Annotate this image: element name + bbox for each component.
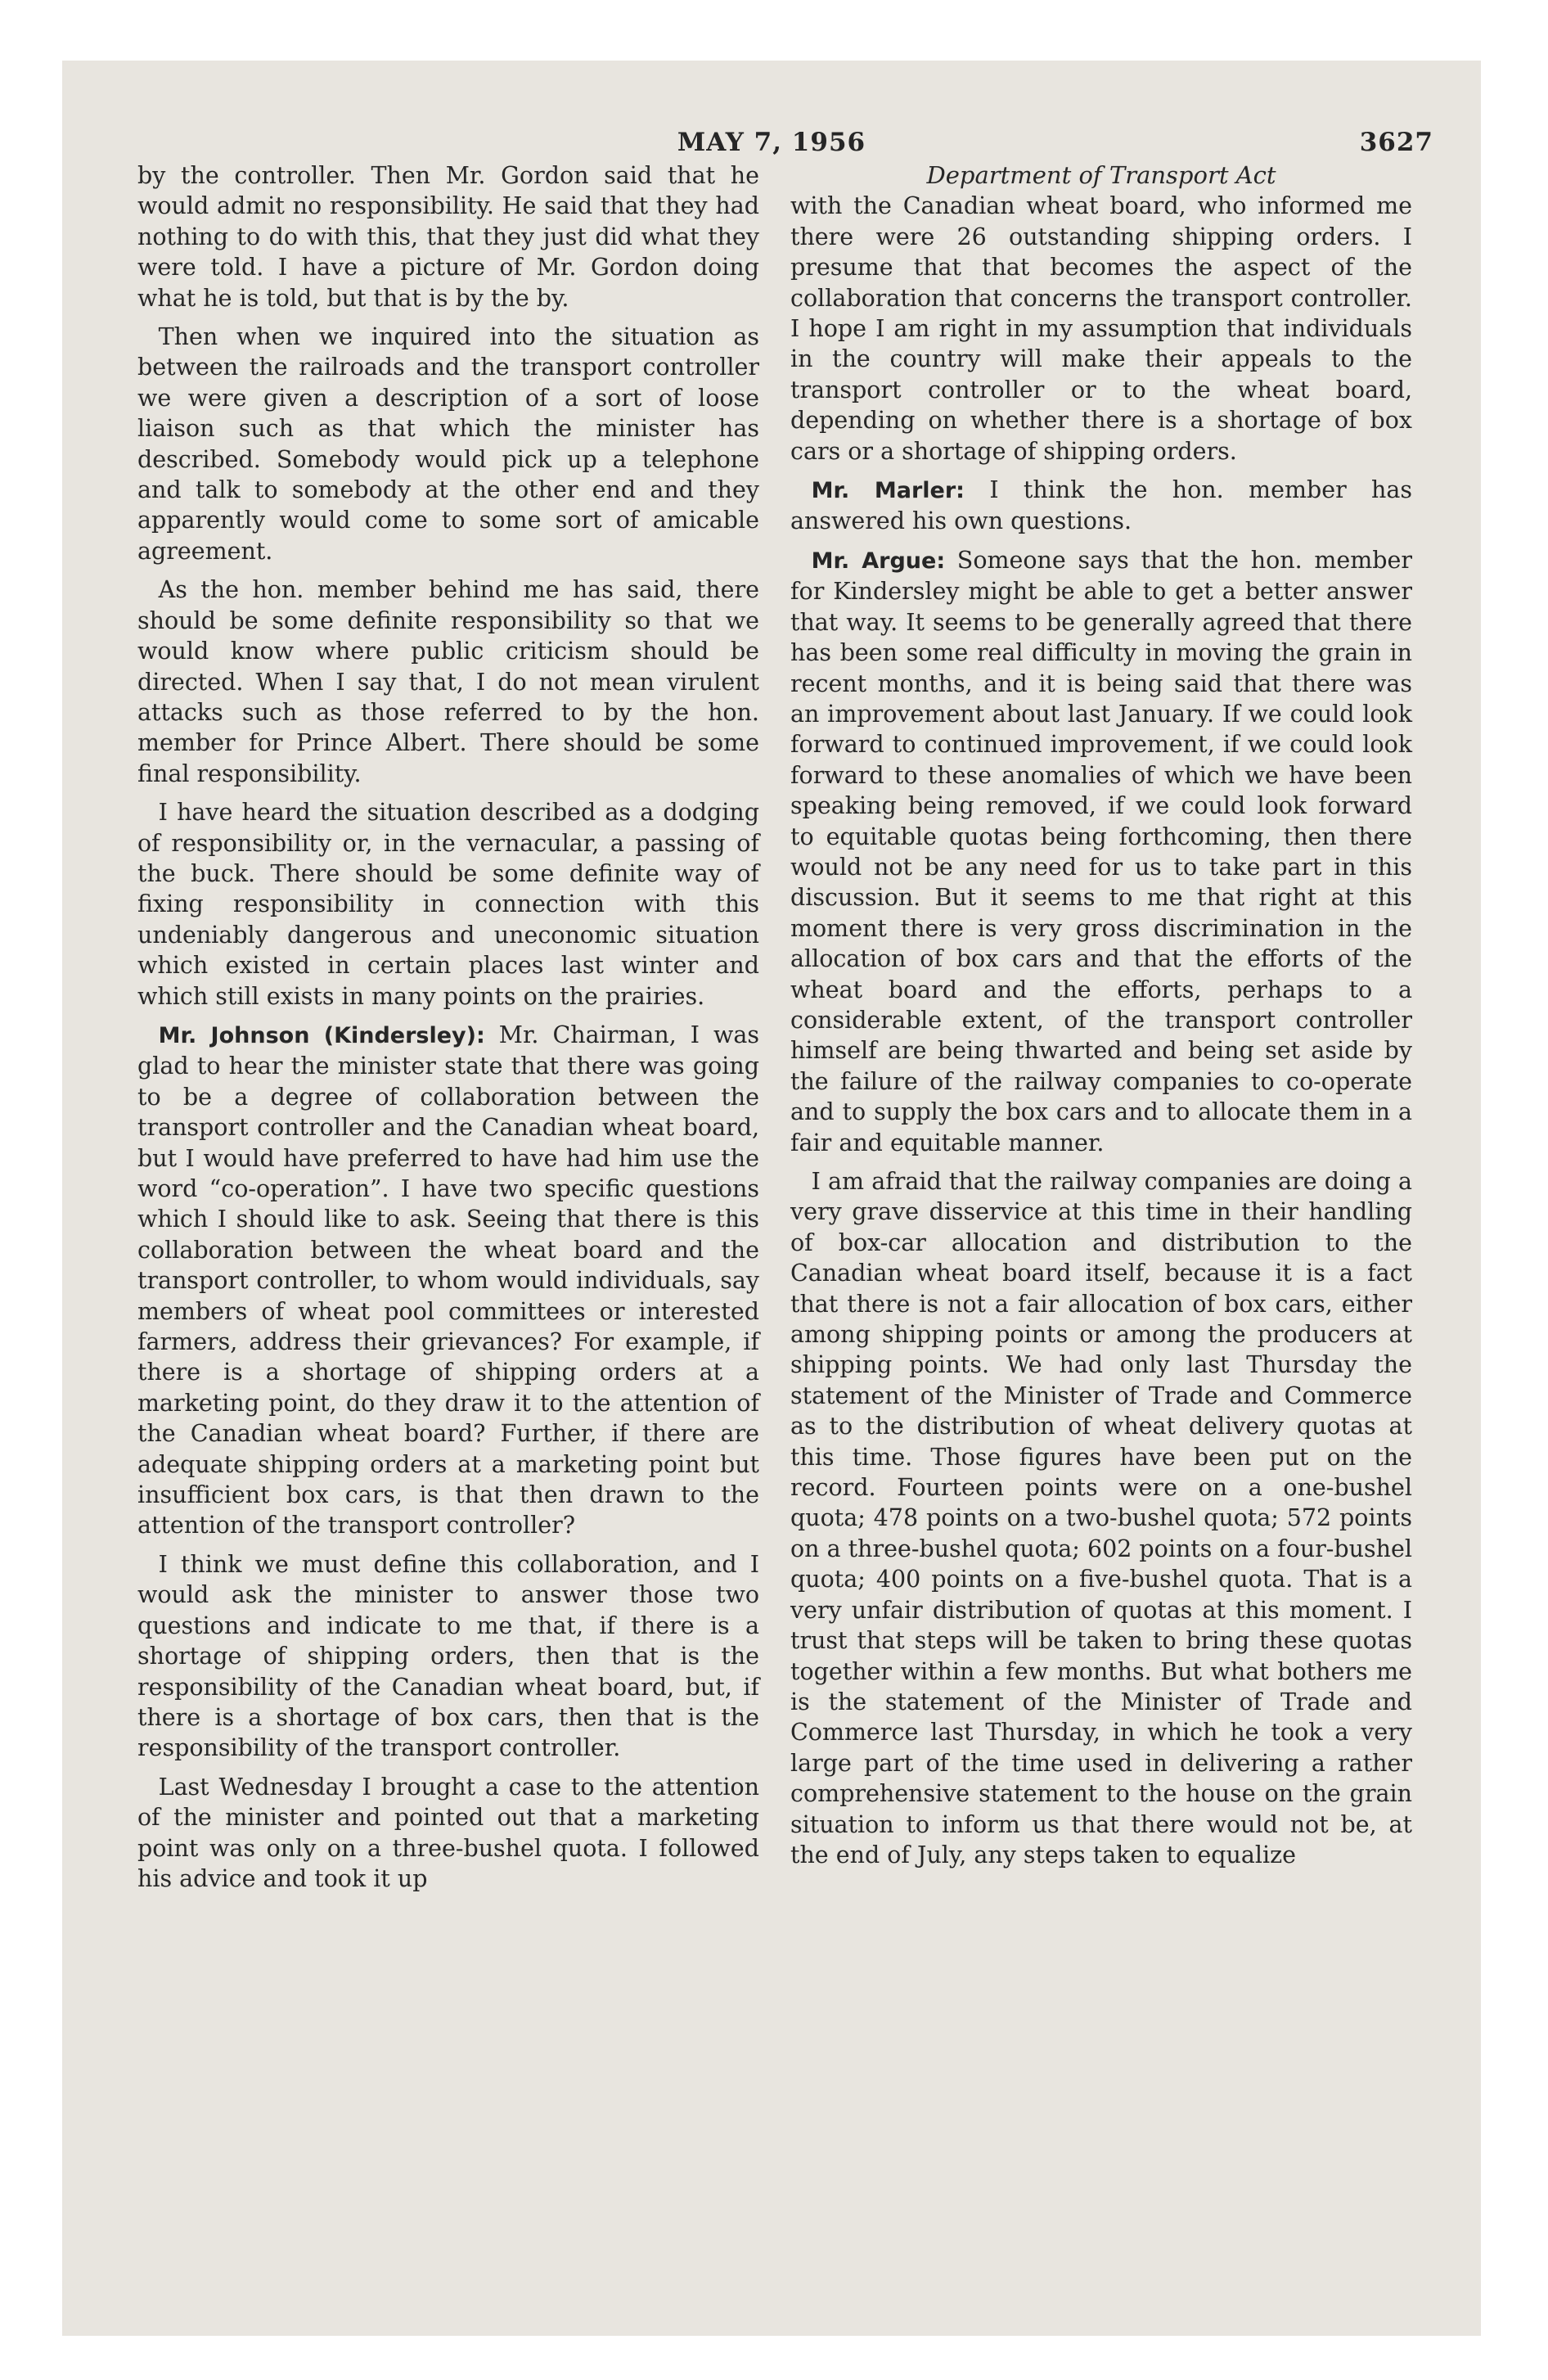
paragraph: with the Canadian wheat board, who informed me there were 26 outstanding shipping orders. I presume that that becomes the aspect of the collaboration that concerns the transport controller. I hope I am right in my assumption that individuals in the country will make their appeals to the transport controller or to the wheat board, depending on whether there is a shortage of box cars or a shortage of shipping orders. (790, 192, 1412, 465)
speaker-name: Mr. Johnson (Kindersley): (158, 1022, 485, 1048)
speech-text: I think the hon. member has answered his own questions. (790, 476, 1413, 535)
paragraph: I think we must define this collaboration, and I would ask the minister to answer those two questions and indicate to me that, if there is a shortage of shipping orders, then that is the responsibility of the Canadian wheat board, but, if there is a shortage of box cars, then that is the responsibility of the transport controller. (137, 1550, 759, 1762)
page-date: MAY 7, 1956 (677, 128, 866, 157)
speech-text: Someone says that the hon. member for Kindersley might be able to get a better answer that way. It seems to be generally agreed that there has been some real difficulty in moving the grain in recent months, and it is being said that there was an improvement about last January. If we could look forward to continued improvement, if we could look forward to these anomalies of which we have been speaking being removed, if we could look forward to equitable quotas being forthcoming, then there would not be any need for us to take part in this discussion. But it seems to me that right at this moment there is very gross discrimination in the allocation of box cars and that the efforts of the wheat board and the efforts, perhaps to a considerable extent, of the transport controller himself are being thwarted and being set aside by the failure of the railway companies to co-operate and to supply the box cars and to allocate them in a fair and equitable manner. (790, 546, 1412, 1156)
speech-text: Mr. Chairman, I was glad to hear the minister state that there was going to be a degree of collaboration between the transport controller and the Canadian wheat board, but I would have preferred to have had him use the word “co-operation”. I have two specific questions which I should like to ask. Seeing that there is this collaboration between the wheat board and the transport controller, to whom would individuals, say members of wheat pool committees or interested farmers, address their grievances? For example, if there is a shortage of shipping orders at a marketing point, do they draw it to the attention of the Canadian wheat board? Further, if there are adequate shipping orders at a marketing point but insufficient box cars, is that then drawn to the attention of the transport controller? (137, 1021, 759, 1539)
speech-paragraph (790, 545, 1412, 1158)
paragraph: Then when we inquired into the situation as between the railroads and the transport controller we were given a description of a sort of loose liaison such as that which the minister has described. Somebody would pick up a telephone and talk to somebody at the other end and they apparently would come to some sort of amicable agreement. (137, 323, 759, 565)
right-column (790, 160, 1412, 1878)
paragraph: Last Wednesday I brought a case to the attention of the minister and pointed out that a marketing point was only on a three-bushel quota. I followed his advice and took it up (137, 1773, 759, 1892)
running-head: Department of Transport Act (926, 161, 1276, 189)
speaker-name: Mr. Marler: (811, 478, 965, 504)
speech-paragraph (790, 475, 1412, 537)
page (62, 61, 1481, 2336)
page-number: 3627 (1359, 128, 1433, 157)
paragraph: I have heard the situation described as a dodging of responsibility or, in the vernacular, a passing of the buck. There should be some definite way of fixing responsibility in connection with this undeniably dangerous and uneconomic situation which existed in certain places last winter and which still exists in many points on the prairies. (137, 799, 759, 1010)
speech-paragraph (137, 1020, 759, 1541)
paragraph: As the hon. member behind me has said, there should be some definite responsibility so that we would know where public criticism should be directed. When I say that, I do not mean virulent attacks such as those referred to by the hon. member for Prince Albert. There should be some final responsibility. (137, 576, 759, 787)
speaker-name: Mr. Argue: (811, 548, 946, 574)
left-column (137, 160, 759, 1902)
paragraph: by the controller. Then Mr. Gordon said that he would admit no responsibility. He said that they had nothing to do with this, that they just did what they were told. I have a picture of Mr. Gordon doing what he is told, but that is by the by. (137, 162, 759, 312)
paragraph: I am afraid that the railway companies are doing a very grave disservice at this time in their handling of box-car allocation and distribution to the Canadian wheat board itself, because it is a fact that there is not a fair allocation of box cars, either among shipping points or among the producers at shipping points. We had only last Thursday the statement of the Minister of Trade and Commerce as to the distribution of wheat delivery quotas at this time. Those figures have been put on the record. Fourteen points were on a one-bushel quota; 478 points on a two-bushel quota; 572 points on a three-bushel quota; 602 points on a four-bushel quota; 400 points on a five-bushel quota. That is a very unfair distribution of quotas at this moment. I trust that steps will be taken to bring these quotas together within a few months. But what bothers me is the statement of the Minister of Trade and Commerce last Thursday, in which he took a very large part of the time used in delivering a rather comprehensive statement to the house on the grain situation to inform us that there would not be, at the end of July, any steps taken to equalize (790, 1168, 1412, 1868)
